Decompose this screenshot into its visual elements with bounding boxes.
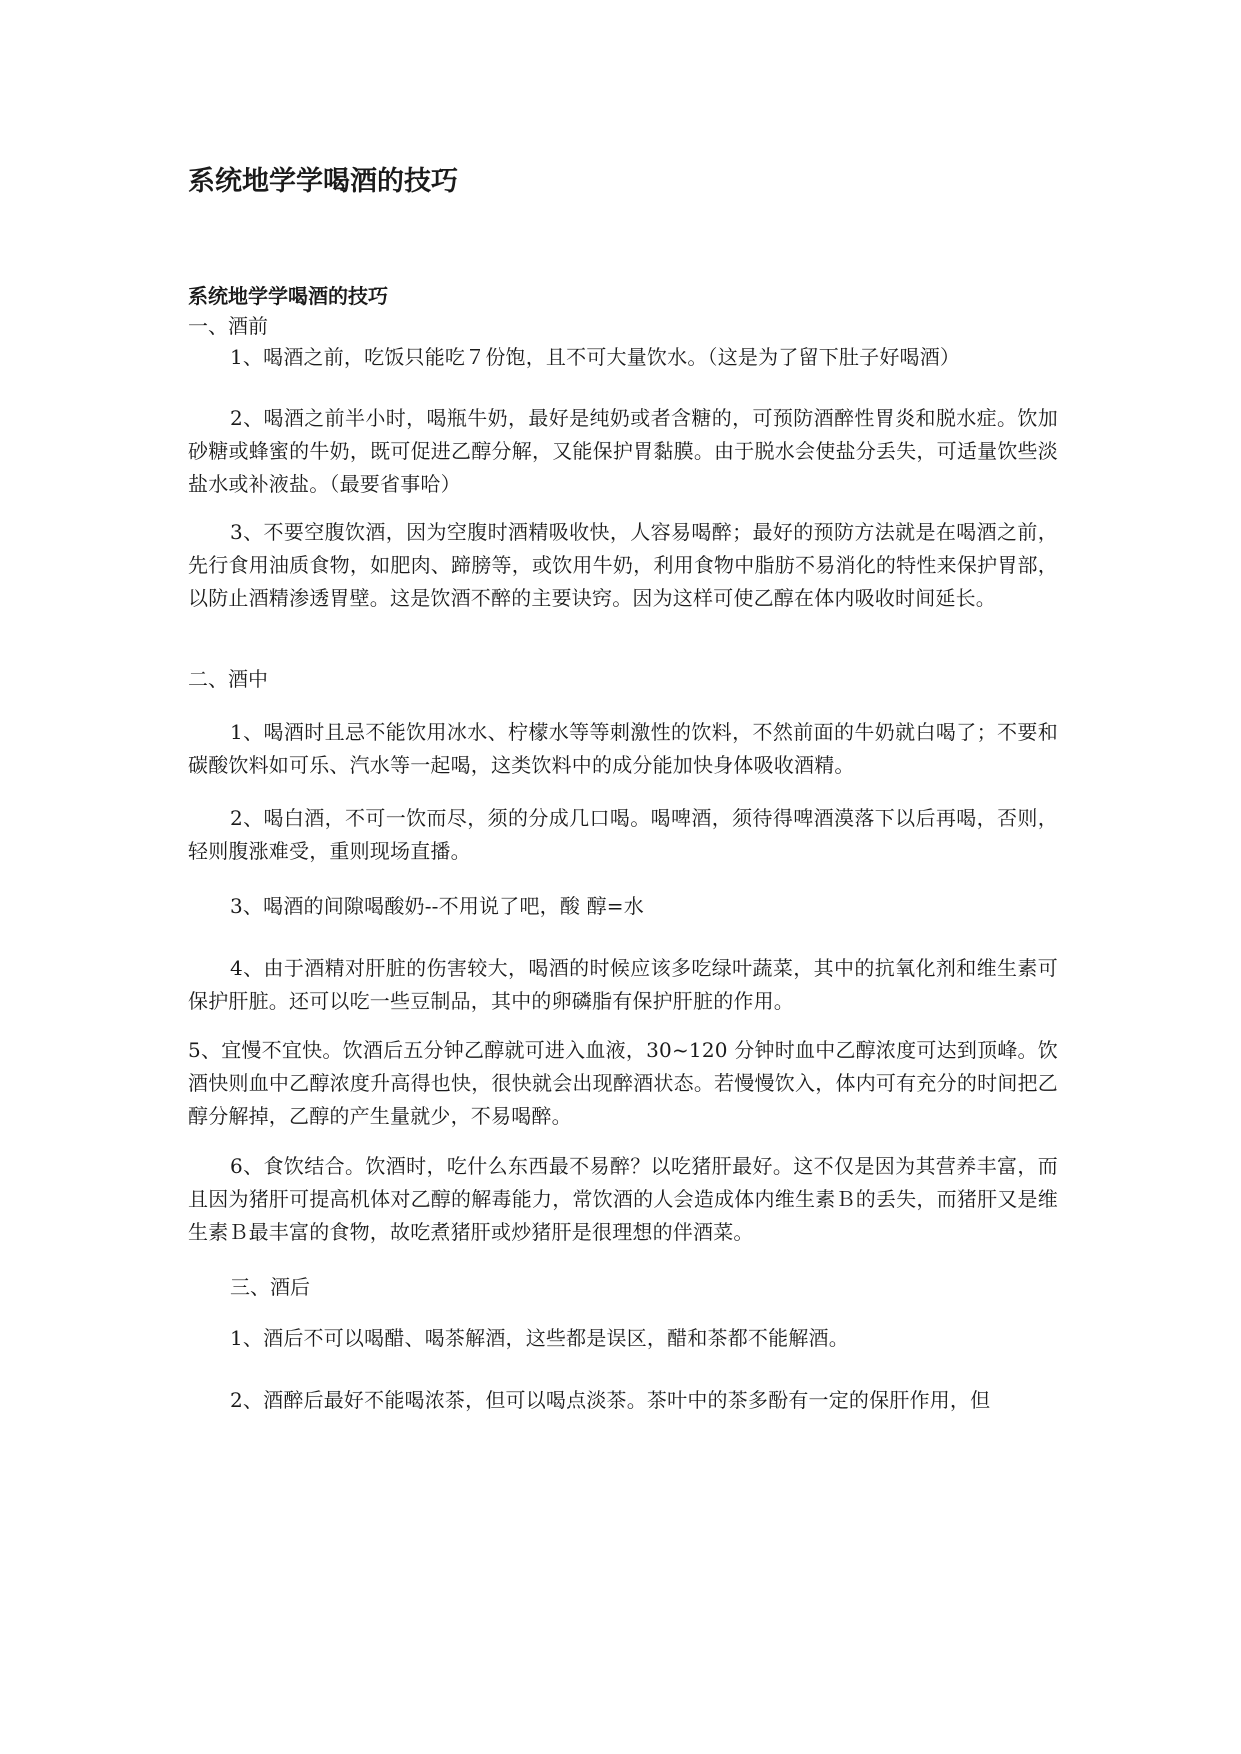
paragraph-during-3: 3、喝酒的间隙喝酸奶--不用说了吧，酸 醇=水 [230, 894, 644, 918]
page-title: 系统地学学喝酒的技巧 [188, 166, 458, 197]
paragraph-during-4: 4、由于酒精对肝脏的伤害较大，喝酒的时候应该多吃绿叶蔬菜，其中的抗氧化剂和维生素可保护肝脏。还可以吃一些豆制品，其中的卵磷脂有保护肝脏的作用。 [188, 956, 1058, 1013]
paragraph-during-2: 2、喝白酒，不可一饮而尽，须的分成几口喝。喝啤酒，须待得啤酒漠落下以后再喝，否则，轻则腹涨难受，重则现场直播。 [188, 806, 1058, 863]
paragraph-after-2: 2、酒醉后最好不能喝浓茶，但可以喝点淡茶。茶叶中的茶多酚有一定的保肝作用，但 [230, 1388, 991, 1412]
section-heading-before: 一、酒前 [188, 314, 268, 338]
paragraph-before-2: 2、喝酒之前半小时，喝瓶牛奶，最好是纯奶或者含糖的，可预防酒醉性胃炎和脱水症。饮加砂糖或蜂蜜的牛奶，既可促进乙醇分解，又能保护胃黏膜。由于脱水会使盐分丢失，可适量饮些淡盐水或补液盐。（最要省事哈） [188, 406, 1058, 496]
paragraph-before-3: 3、不要空腹饮酒，因为空腹时酒精吸收快，人容易喝醉；最好的预防方法就是在喝酒之前，先行食用油质食物，如肥肉、蹄膀等，或饮用牛奶，利用食物中脂肪不易消化的特性来保护胃部，以防止酒精渗透胃壁。这是饮酒不醉的主要诀窍。因为这样可使乙醇在体内吸收时间延长。 [188, 520, 1058, 610]
paragraph-during-1: 1、喝酒时且忌不能饮用冰水、柠檬水等等刺激性的饮料，不然前面的牛奶就白喝了；不要和碳酸饮料如可乐、汽水等一起喝，这类饮料中的成分能加快身体吸收酒精。 [188, 720, 1058, 777]
article-subtitle: 系统地学学喝酒的技巧 [188, 284, 388, 308]
paragraph-during-6: 6、食饮结合。饮酒时，吃什么东西最不易醉？以吃猪肝最好。这不仅是因为其营养丰富，而且因为猪肝可提高机体对乙醇的解毒能力，常饮酒的人会造成体内维生素Ｂ的丢失，而猪肝又是维生素Ｂ最丰富的食物，故吃煮猪肝或炒猪肝是很理想的伴酒菜。 [188, 1154, 1058, 1244]
paragraph-during-5: 5、宜慢不宜快。饮酒后五分钟乙醇就可进入血液，30~120 分钟时血中乙醇浓度可达到顶峰。饮酒快则血中乙醇浓度升高得也快，很快就会出现醉酒状态。若慢慢饮入，体内可有充分的时间把乙醇分解掉，乙醇的产生量就少，不易喝醉。 [188, 1038, 1058, 1128]
paragraph-after-1: 1、酒后不可以喝醋、喝茶解酒，这些都是误区，醋和茶都不能解酒。 [230, 1326, 849, 1350]
section-heading-after: 三、酒后 [230, 1275, 310, 1299]
paragraph-before-1: 1、喝酒之前，吃饭只能吃７份饱，且不可大量饮水。（这是为了留下肚子好喝酒） [230, 345, 961, 369]
section-heading-during: 二、酒中 [188, 667, 268, 691]
